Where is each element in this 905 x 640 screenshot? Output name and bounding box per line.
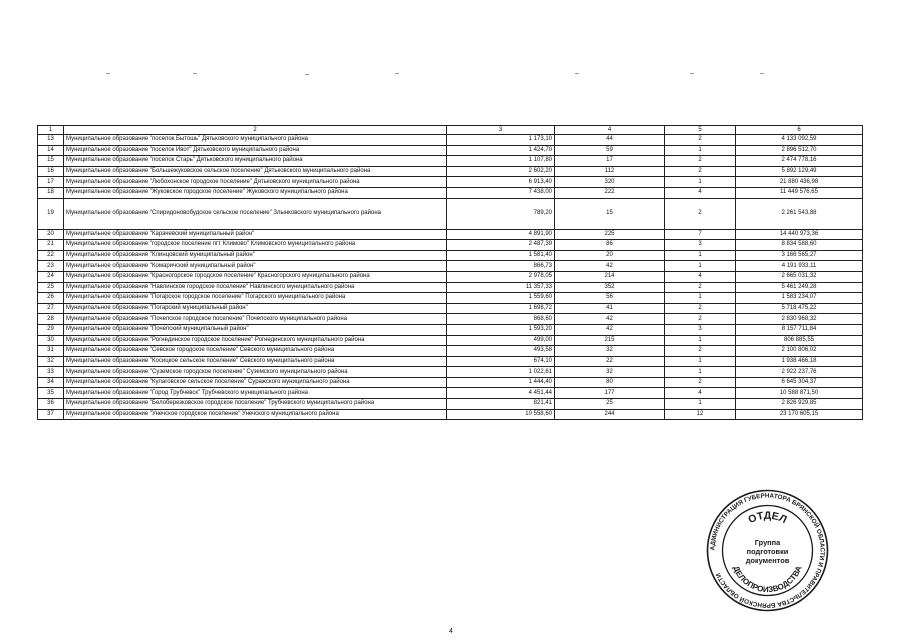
cell-count: 3 <box>665 240 736 251</box>
cell-amount: 2 100 806,02 <box>736 346 863 357</box>
cell-amount: 10 588 871,50 <box>736 388 863 399</box>
cell-population: 352 <box>555 282 665 293</box>
cell-amount: 23 170 605,15 <box>736 409 863 420</box>
cell-amount: 5 461 249,28 <box>736 282 863 293</box>
cell-population: 177 <box>555 388 665 399</box>
cell-name: Муниципальное образование "Суземское городское поселение" Суземского муниципального района <box>64 367 447 378</box>
column-header-4: 4 <box>555 126 665 135</box>
stamp-arc-bottom-textpath: ДЕЛОПРОИЗВОДСТВА <box>731 564 804 595</box>
cell-area: 2 978,05 <box>447 271 555 282</box>
cell-population: 214 <box>555 271 665 282</box>
table-row <box>38 356 863 367</box>
cell-name: Муниципальное образование "поселок Ивот" Дятьковского муниципального района <box>64 145 447 156</box>
cell-area: 10 558,60 <box>447 409 555 420</box>
cell-number: 31 <box>38 346 64 357</box>
cell-count: 2 <box>665 198 736 229</box>
cell-number: 18 <box>38 187 64 198</box>
cell-population: 17 <box>555 156 665 167</box>
scan-speck <box>106 73 110 74</box>
cell-count: 4 <box>665 271 736 282</box>
cell-population: 20 <box>555 250 665 261</box>
cell-area: 11 357,33 <box>447 282 555 293</box>
cell-number: 26 <box>38 293 64 304</box>
cell-count: 12 <box>665 409 736 420</box>
cell-number: 24 <box>38 271 64 282</box>
stamp-center-line-2: подготовки <box>746 547 789 556</box>
cell-count: 2 <box>665 135 736 146</box>
cell-amount: 2 261 543,88 <box>736 198 863 229</box>
cell-number: 20 <box>38 229 64 240</box>
cell-count: 1 <box>665 335 736 346</box>
cell-count: 1 <box>665 145 736 156</box>
cell-name: Муниципальное образование "Белоберезковское городское поселение" Трубчевского муниципального района <box>64 399 447 410</box>
cell-name: Муниципальное образование "Севское городское поселение" Севского муниципального района <box>64 346 447 357</box>
cell-amount: 4 191 933,11 <box>736 261 863 272</box>
cell-population: 80 <box>555 377 665 388</box>
cell-amount: 3 166 565,27 <box>736 250 863 261</box>
table-row <box>38 271 863 282</box>
table-row <box>38 409 863 420</box>
cell-amount: 1 938 466,18 <box>736 356 863 367</box>
scan-speck <box>760 73 764 74</box>
cell-population: 32 <box>555 367 665 378</box>
cell-name: Муниципальное образование "Жуковское городское поселение" Жуковского муниципального района <box>64 187 447 198</box>
cell-population: 25 <box>555 399 665 410</box>
stamp-arc-top-textpath: ОТДЕЛ <box>746 509 789 527</box>
cell-number: 23 <box>38 261 64 272</box>
cell-count: 1 <box>665 293 736 304</box>
cell-area: 499,00 <box>447 335 555 346</box>
cell-amount: 8 157 711,84 <box>736 324 863 335</box>
cell-name: Муниципальное образование "Клинцовский муниципальный район" <box>64 250 447 261</box>
cell-area: 674,10 <box>447 356 555 367</box>
table-row <box>38 282 863 293</box>
cell-name: Муниципальное образование "Большежуковское сельское поселение" Дятьковского муниципального района <box>64 166 447 177</box>
column-header-3: 3 <box>447 126 555 135</box>
column-header-1: 1 <box>38 126 64 135</box>
cell-number: 16 <box>38 166 64 177</box>
cell-name: Муниципальное образование "Город Трубчевск" Трубчевского муниципального района <box>64 388 447 399</box>
cell-area: 789,20 <box>447 198 555 229</box>
cell-population: 56 <box>555 293 665 304</box>
cell-area: 493,58 <box>447 346 555 357</box>
cell-count: 2 <box>665 303 736 314</box>
table-row <box>38 324 863 335</box>
cell-count: 1 <box>665 250 736 261</box>
cell-area: 1 698,72 <box>447 303 555 314</box>
cell-number: 34 <box>38 377 64 388</box>
cell-name: Муниципальное образование "Рогнединское городское поселение" Рогнединского муниципального района <box>64 335 447 346</box>
registry-table-body <box>38 126 863 420</box>
table-row <box>38 303 863 314</box>
page-number: 4 <box>449 628 453 635</box>
cell-name: Муниципальное образование "Погарское городское поселение" Погарского муниципального района <box>64 293 447 304</box>
cell-population: 15 <box>555 198 665 229</box>
table-row <box>38 187 863 198</box>
cell-area: 6 913,40 <box>447 177 555 188</box>
cell-area: 868,60 <box>447 314 555 325</box>
cell-area: 4 451,44 <box>447 388 555 399</box>
cell-count: 1 <box>665 177 736 188</box>
column-header-2: 2 <box>64 126 447 135</box>
cell-number: 21 <box>38 240 64 251</box>
cell-area: 1 559,60 <box>447 293 555 304</box>
scan-speck <box>575 73 579 74</box>
cell-count: 2 <box>665 346 736 357</box>
cell-area: 1 107,80 <box>447 156 555 167</box>
table-row <box>38 240 863 251</box>
cell-amount: 6 645 304,37 <box>736 377 863 388</box>
office-stamp <box>705 488 830 613</box>
cell-name: Муниципальное образование "Унечское городское поселение" Унечского муниципального района <box>64 409 447 420</box>
cell-count: 4 <box>665 187 736 198</box>
cell-area: 7 438,00 <box>447 187 555 198</box>
cell-name: Муниципальное образование "Навлинское городское поселение" Навлинского муниципального района <box>64 282 447 293</box>
cell-amount: 2 922 237,76 <box>736 367 863 378</box>
cell-amount: 1 583 234,07 <box>736 293 863 304</box>
cell-population: 59 <box>555 145 665 156</box>
cell-count: 4 <box>665 388 736 399</box>
cell-count: 3 <box>665 324 736 335</box>
table-row <box>38 156 863 167</box>
cell-count: 7 <box>665 229 736 240</box>
cell-number: 32 <box>38 356 64 367</box>
cell-population: 320 <box>555 177 665 188</box>
table-row <box>38 261 863 272</box>
scan-speck <box>305 74 309 75</box>
cell-population: 86 <box>555 240 665 251</box>
table-row <box>38 198 863 229</box>
cell-population: 42 <box>555 314 665 325</box>
cell-population: 22 <box>555 356 665 367</box>
cell-count: 2 <box>665 314 736 325</box>
cell-amount: 806 885,55 <box>736 335 863 346</box>
cell-name: Муниципальное образование "Кулаговское сельское поселение" Суражского муниципального района <box>64 377 447 388</box>
table-row <box>38 293 863 304</box>
cell-population: 244 <box>555 409 665 420</box>
cell-name: Муниципальное образование "Карачевский муниципальный район" <box>64 229 447 240</box>
table-row <box>38 388 863 399</box>
cell-amount: 4 133 092,59 <box>736 135 863 146</box>
stamp-center-line-1: Группа <box>754 538 781 547</box>
cell-count: 1 <box>665 356 736 367</box>
cell-area: 1 593,20 <box>447 324 555 335</box>
cell-area: 2 487,39 <box>447 240 555 251</box>
cell-count: 1 <box>665 367 736 378</box>
cell-number: 36 <box>38 399 64 410</box>
cell-number: 17 <box>38 177 64 188</box>
table-row <box>38 145 863 156</box>
table-row <box>38 367 863 378</box>
cell-name: Муниципальное образование "Комаричский муниципальный район" <box>64 261 447 272</box>
cell-amount: 8 834 588,60 <box>736 240 863 251</box>
cell-number: 13 <box>38 135 64 146</box>
cell-number: 29 <box>38 324 64 335</box>
cell-area: 866,73 <box>447 261 555 272</box>
cell-population: 42 <box>555 324 665 335</box>
cell-population: 42 <box>555 261 665 272</box>
cell-name: Муниципальное образование "Почепское городское поселение" Почепского муниципального района <box>64 314 447 325</box>
cell-number: 22 <box>38 250 64 261</box>
cell-name: Муниципальное образование "Косицкое сельское поселение" Севского муниципального района <box>64 356 447 367</box>
table-row <box>38 335 863 346</box>
cell-number: 35 <box>38 388 64 399</box>
stamp-arc-top <box>746 510 788 526</box>
registry-table <box>37 125 863 420</box>
cell-count: 1 <box>665 261 736 272</box>
cell-area: 821,41 <box>447 399 555 410</box>
cell-population: 222 <box>555 187 665 198</box>
cell-count: 2 <box>665 156 736 167</box>
cell-amount: 2 474 778,16 <box>736 156 863 167</box>
cell-area: 1 424,70 <box>447 145 555 156</box>
cell-amount: 2 830 968,32 <box>736 314 863 325</box>
scan-speck <box>193 73 197 74</box>
cell-number: 37 <box>38 409 64 420</box>
cell-count: 2 <box>665 377 736 388</box>
cell-name: Муниципальное образование "городское поселение пгт Климово" Климовского муниципального района <box>64 240 447 251</box>
cell-population: 225 <box>555 229 665 240</box>
cell-amount: 5 892 129,49 <box>736 166 863 177</box>
cell-population: 32 <box>555 346 665 357</box>
cell-name: Муниципальное образование "Спиридоновобудское сельское поселение" Злынковского муниципального района <box>64 198 447 229</box>
cell-count: 2 <box>665 166 736 177</box>
cell-area: 1 173,10 <box>447 135 555 146</box>
cell-number: 25 <box>38 282 64 293</box>
table-row <box>38 166 863 177</box>
stamp-center-line-3: документов <box>745 556 790 565</box>
cell-population: 44 <box>555 135 665 146</box>
table-row <box>38 250 863 261</box>
table-row <box>38 229 863 240</box>
cell-amount: 2 896 512,70 <box>736 145 863 156</box>
cell-count: 1 <box>665 399 736 410</box>
cell-number: 14 <box>38 145 64 156</box>
cell-amount: 14 440 973,36 <box>736 229 863 240</box>
column-header-6: 6 <box>736 126 863 135</box>
cell-name: Муниципальное образование "Красногорское городское поселение" Красногорского муниципального района <box>64 271 447 282</box>
cell-amount: 21 880 436,98 <box>736 177 863 188</box>
table-row <box>38 135 863 146</box>
cell-amount: 5 718 475,22 <box>736 303 863 314</box>
cell-area: 4 891,90 <box>447 229 555 240</box>
cell-area: 1 444,40 <box>447 377 555 388</box>
cell-area: 2 602,20 <box>447 166 555 177</box>
cell-number: 33 <box>38 367 64 378</box>
table-row <box>38 346 863 357</box>
cell-count: 2 <box>665 282 736 293</box>
cell-name: Муниципальное образование "Любохонское городское поселение" Дятьковского муниципального района <box>64 177 447 188</box>
stamp-ring-textpath: АДМИНИСТРАЦИЯ ГУБЕРНАТОРА БРЯНСКОЙ ОБЛАСТИ И ПРАВИТЕЛЬСТВА БРЯНСКОЙ ОБЛАСТИ <box>709 492 826 609</box>
cell-area: 1 022,61 <box>447 367 555 378</box>
cell-population: 41 <box>555 303 665 314</box>
column-header-row <box>38 126 863 135</box>
table-row <box>38 177 863 188</box>
cell-number: 15 <box>38 156 64 167</box>
cell-name: Муниципальное образование "поселок Старь" Дятьковского муниципального района <box>64 156 447 167</box>
cell-population: 215 <box>555 335 665 346</box>
scan-speck <box>395 73 399 74</box>
column-header-5: 5 <box>665 126 736 135</box>
cell-name: Муниципальное образование "Почепский муниципальный район" <box>64 324 447 335</box>
cell-area: 1 581,40 <box>447 250 555 261</box>
cell-number: 30 <box>38 335 64 346</box>
table-row <box>38 377 863 388</box>
cell-population: 112 <box>555 166 665 177</box>
cell-amount: 2 665 031,32 <box>736 271 863 282</box>
cell-amount: 2 826 929,85 <box>736 399 863 410</box>
table-row <box>38 399 863 410</box>
cell-number: 19 <box>38 198 64 229</box>
stamp-arc-bottom <box>731 564 803 594</box>
cell-name: Муниципальное образование "поселок Бытошь" Дятьковского муниципального района <box>64 135 447 146</box>
cell-number: 27 <box>38 303 64 314</box>
scan-speck <box>690 73 694 74</box>
table-row <box>38 314 863 325</box>
cell-number: 28 <box>38 314 64 325</box>
cell-name: Муниципальное образование "Погарский муниципальный район" <box>64 303 447 314</box>
cell-amount: 11 449 576,65 <box>736 187 863 198</box>
